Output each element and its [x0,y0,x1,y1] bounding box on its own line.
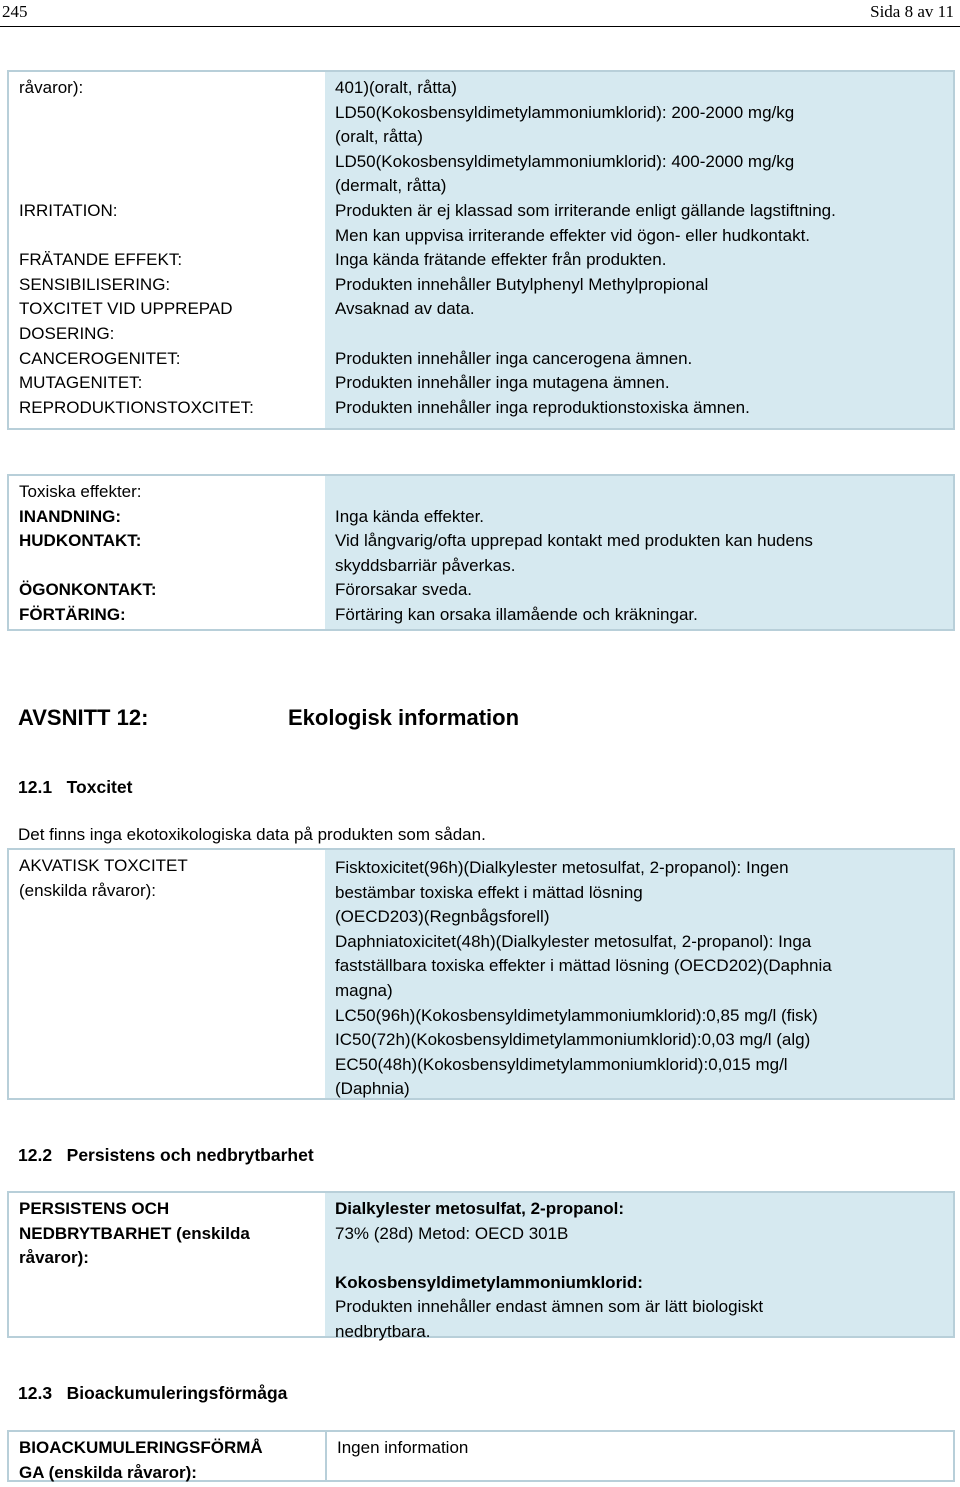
effect-value: Förorsakar sveda. [335,580,472,600]
effect-label [19,554,313,579]
toxicology-label: REPRODUKTIONSTOXCITET: [19,397,254,417]
page-header [0,0,960,26]
toxicology-label: CANCEROGENITET: [19,348,181,368]
toxicology-value: Men kan uppvisa irriterande effekter vid ögon- eller hudkontakt. [335,225,811,245]
page-number: Sida 8 av 11 [870,2,954,21]
substance-result-2b: nedbrytbara. [335,1321,431,1341]
toxicology-value: Produkten innehåller inga cancerogena ämnen. [335,348,693,368]
effect-value: Förtäring kan orsaka illamående och kräkningar. [335,604,698,624]
effect-label: Toxiska effekter: [19,482,142,501]
aquatic-toxicity-values [325,850,953,1098]
subsection-12-1-heading: 12.1 Toxcitet [18,777,133,797]
persistence-labels [9,1193,323,1336]
aquatic-value: LC50(96h)(Kokosbensyldimetylammoniumklorid):0,85 mg/l (fisk) [335,1005,818,1025]
toxicology-label: FRÄTANDE EFFEKT: [19,250,183,270]
header-divider [0,26,960,27]
toxicology-value: Produkten innehåller Butylphenyl Methylpropional [335,274,709,294]
toxicology-label: SENSIBILISERING: [19,274,171,294]
toxicology-value: LD50(Kokosbensyldimetylammoniumklorid): 400-2000 mg/kg [335,151,795,171]
toxicology-value [335,322,943,347]
aquatic-value: magna) [335,980,393,1000]
toxicology-label [19,125,313,150]
bioaccumulation-label: BIOACKUMULERINGSFÖRMÅ [19,1438,263,1457]
toxicology-table [7,70,955,430]
aquatic-value: Fisktoxicitet(96h)(Dialkylester metosulfat, 2-propanol): Ingen [335,858,789,877]
toxicology-label [19,150,313,175]
substance-result-1: 73% (28d) Metod: OECD 301B [335,1223,569,1243]
toxic-effects-labels [9,476,323,629]
toxicology-value: 401)(oralt, råtta) [335,78,457,97]
toxicology-label: råvaror): [19,78,84,97]
effect-label: ÖGONKONTAKT: [19,580,157,600]
bioaccumulation-labels [9,1432,323,1480]
aquatic-value: Daphniatoxicitet(48h)(Dialkylester metosulfat, 2-propanol): Inga [335,931,812,951]
aquatic-toxicity-labels [9,850,323,1098]
ecotox-note: Det finns inga ekotoxikologiska data på produkten som sådan. [18,825,486,844]
aquatic-toxicity-table [7,848,955,1100]
toxic-effects-values [325,476,953,629]
aquatic-value: bestämbar toxiska effekt i mättad lösning [335,882,643,902]
aquatic-label: AKVATISK TOXCITET [19,856,188,875]
toxicology-value: Inga kända frätande effekter från produkten. [335,250,667,270]
subsection-12-3-heading: 12.3 Bioackumuleringsförmåga [18,1383,288,1403]
toxicology-label: IRRITATION: [19,200,118,220]
toxicology-value: (oralt, råtta) [335,127,423,147]
aquatic-value: EC50(48h)(Kokosbensyldimetylammoniumklorid):0,015 mg/l [335,1054,788,1074]
aquatic-value: (OECD203)(Regnbågsforell) [335,907,550,927]
section-label: AVSNITT 12: [18,705,149,730]
effect-label: HUDKONTAKT: [19,531,142,551]
persistence-values [325,1193,953,1341]
toxicology-label [19,174,313,199]
toxicology-value: Produkten är ej klassad som irriterande enligt gällande lagstiftning. [335,200,836,220]
toxicology-label [19,224,313,249]
toxicology-value: Produkten innehåller inga mutagena ämnen. [335,373,670,393]
toxicology-label: MUTAGENITET: [19,373,143,393]
subsection-12-2-heading: 12.2 Persistens och nedbrytbarhet [18,1145,314,1165]
section-title: Ekologisk information [288,705,520,730]
substance-name-1: Dialkylester metosulfat, 2-propanol: [335,1199,625,1218]
persistence-table [7,1191,955,1341]
bioaccumulation-label: GA (enskilda råvaror): [19,1462,197,1482]
spacer [335,1246,943,1271]
toxicology-value: Avsaknad av data. [335,299,475,319]
toxicology-value: Produkten innehåller inga reproduktionstoxiska ämnen. [335,397,750,417]
effect-value [335,480,943,505]
persistence-label: PERSISTENS OCH [19,1199,170,1218]
toxicology-label: TOXCITET VID UPPREPAD [19,299,233,319]
toxicology-label [19,101,313,126]
substance-result-2a: Produkten innehåller endast ämnen som är lätt biologiskt [335,1297,764,1317]
toxicology-labels [9,72,323,428]
aquatic-value: fastställbara toxiska effekter i mättad lösning (OECD202)(Daphnia [335,956,832,976]
toxicology-value: (dermalt, råtta) [335,176,447,196]
document-number: 245 [2,2,28,21]
effect-label: FÖRTÄRING: [19,604,126,624]
toxic-effects-table [7,474,955,631]
persistence-label: råvaror): [19,1248,89,1268]
effect-value: skyddsbarriär påverkas. [335,555,516,575]
effect-label: INANDNING: [19,506,121,526]
aquatic-value: IC50(72h)(Kokosbensyldimetylammoniumklorid):0,03 mg/l (alg) [335,1030,811,1050]
bioaccumulation-table [7,1430,955,1482]
bioaccumulation-value [325,1432,953,1480]
substance-name-2: Kokosbensyldimetylammoniumklorid: [335,1272,643,1292]
bioaccumulation-text: Ingen information [337,1438,469,1457]
effect-value: Vid långvarig/ofta upprepad kontakt med produkten kan hudens [335,531,813,551]
aquatic-value: (Daphnia) [335,1079,410,1099]
toxicology-label: DOSERING: [19,323,115,343]
toxicology-values [325,72,953,428]
persistence-label: NEDBRYTBARHET (enskilda [19,1223,250,1243]
aquatic-label: (enskilda råvaror): [19,880,156,900]
effect-value: Inga kända effekter. [335,506,485,526]
toxicology-value: LD50(Kokosbensyldimetylammoniumklorid): 200-2000 mg/kg [335,102,795,122]
